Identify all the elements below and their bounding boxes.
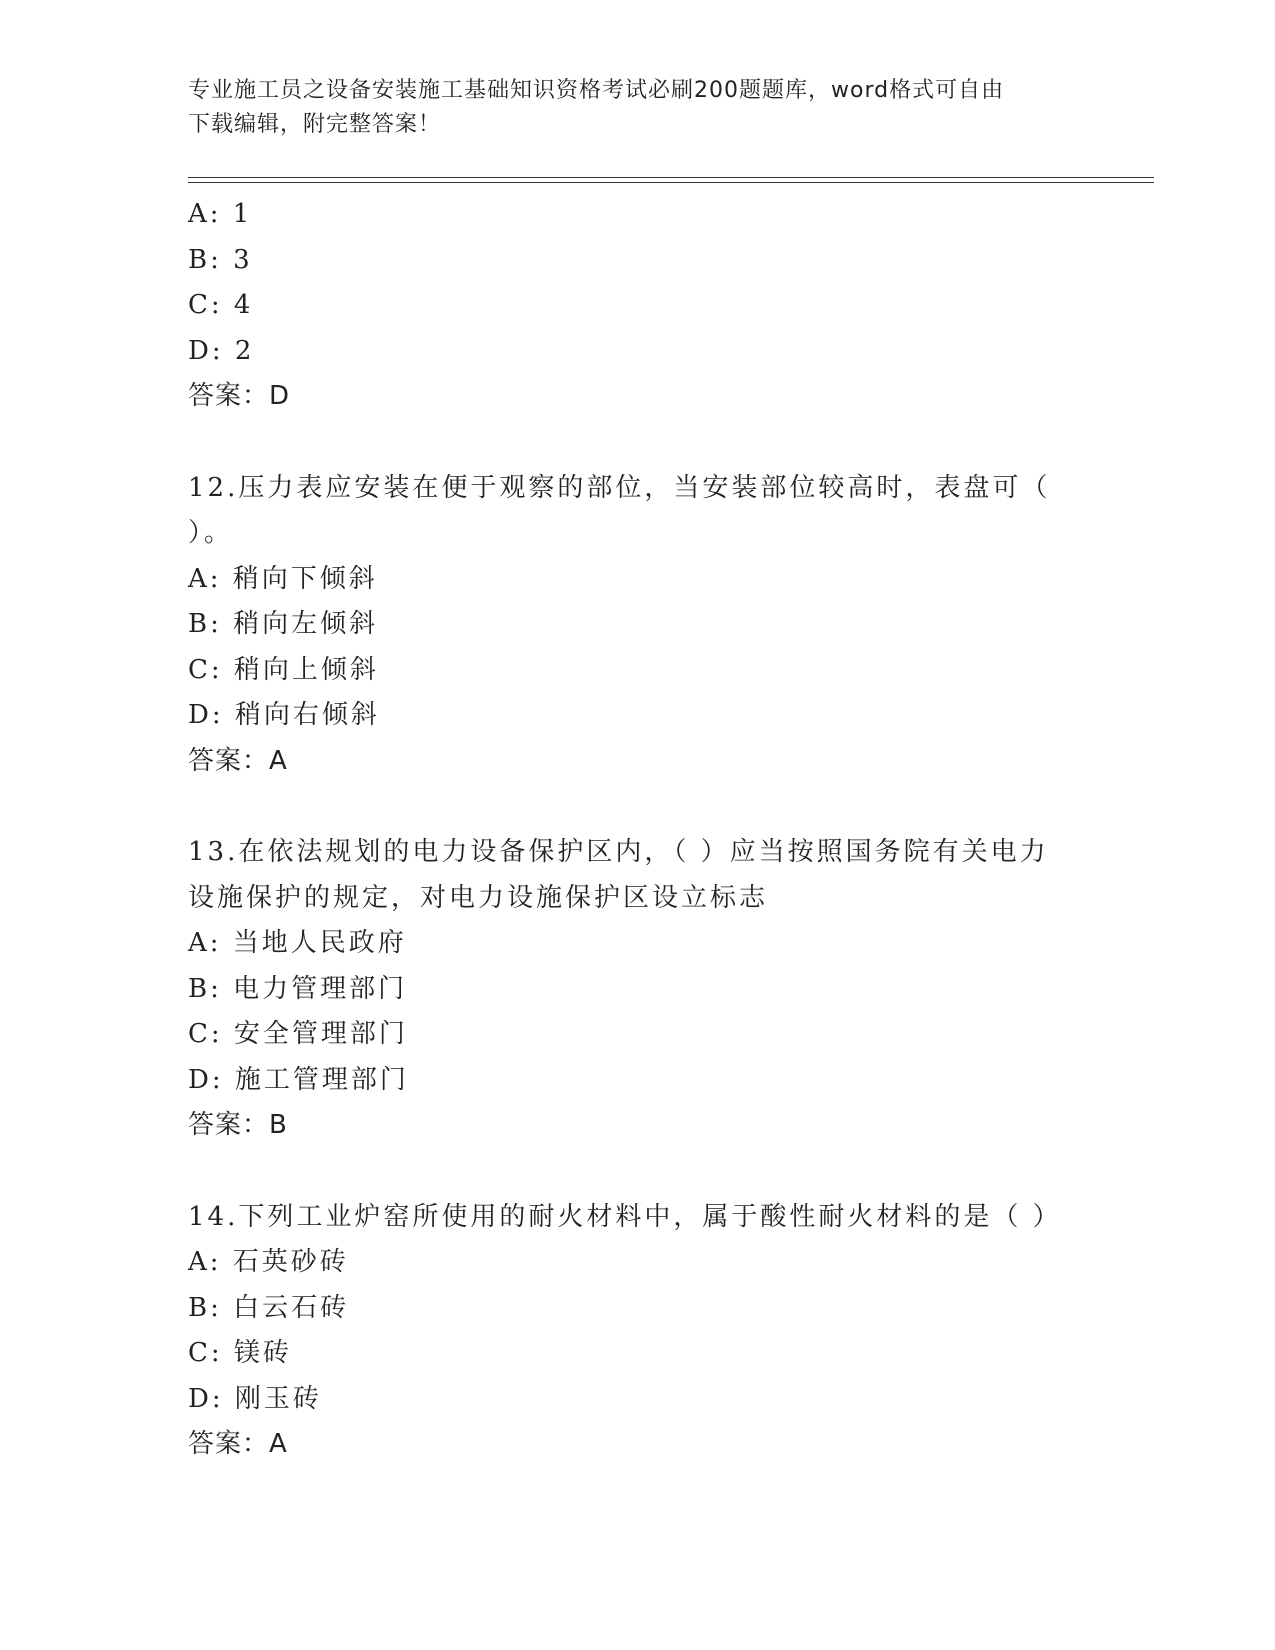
question-list bbox=[188, 192, 1088, 1468]
question-stem: 14.下列工业炉窑所使用的耐火材料中，属于酸性耐火材料的是（ ） bbox=[188, 1201, 1062, 1232]
spacer bbox=[188, 1149, 1088, 1195]
answer: 答案：A bbox=[188, 1429, 288, 1459]
option-a: A: 稍向下倾斜 bbox=[188, 563, 378, 594]
spacer bbox=[188, 420, 1088, 466]
answer: 答案：D bbox=[188, 381, 291, 411]
option-b: B: 稍向左倾斜 bbox=[188, 609, 379, 639]
option-b: B: 电力管理部门 bbox=[188, 973, 408, 1004]
question-13 bbox=[188, 830, 1088, 1149]
option-c: C: 镁砖 bbox=[188, 1338, 292, 1368]
header-divider-bottom bbox=[188, 182, 1154, 183]
answer: 答案：A bbox=[188, 745, 288, 776]
question-12 bbox=[188, 466, 1088, 785]
option-b: B: 3 bbox=[188, 244, 253, 275]
question-11 bbox=[188, 192, 1088, 420]
question-stem-continued: ）。 bbox=[188, 518, 234, 548]
option-a: A: 石英砂砖 bbox=[188, 1247, 349, 1277]
option-a: A: 当地人民政府 bbox=[188, 928, 407, 958]
question-stem-continued: 设施保护的规定，对电力设施保护区设立标志 bbox=[188, 882, 769, 913]
option-a: A: 1 bbox=[188, 199, 253, 229]
question-stem: 12.压力表应安装在便于观察的部位，当安装部位较高时，表盘可（ bbox=[188, 472, 1051, 503]
option-c: C: 安全管理部门 bbox=[188, 1019, 408, 1049]
document-header bbox=[188, 74, 1088, 142]
question-14 bbox=[188, 1195, 1088, 1468]
option-d: D: 刚玉砖 bbox=[188, 1383, 322, 1414]
header-divider-top bbox=[188, 177, 1154, 178]
option-b: B: 白云石砖 bbox=[188, 1292, 350, 1323]
option-d: D: 稍向右倾斜 bbox=[188, 700, 380, 730]
answer: 答案：B bbox=[188, 1110, 288, 1140]
header-line-1: 专业施工员之设备安装施工基础知识资格考试必刷200题题库，word格式可自由 bbox=[188, 78, 1005, 103]
option-d: D: 施工管理部门 bbox=[188, 1064, 409, 1095]
header-line-2: 下载编辑，附完整答案！ bbox=[188, 112, 442, 137]
option-c: C: 稍向上倾斜 bbox=[188, 654, 379, 685]
spacer bbox=[188, 784, 1088, 830]
option-c: C: 4 bbox=[188, 290, 254, 320]
option-d: D: 2 bbox=[188, 335, 255, 366]
question-stem: 13.在依法规划的电力设备保护区内，（ ）应当按照国务院有关电力 bbox=[188, 837, 1049, 867]
